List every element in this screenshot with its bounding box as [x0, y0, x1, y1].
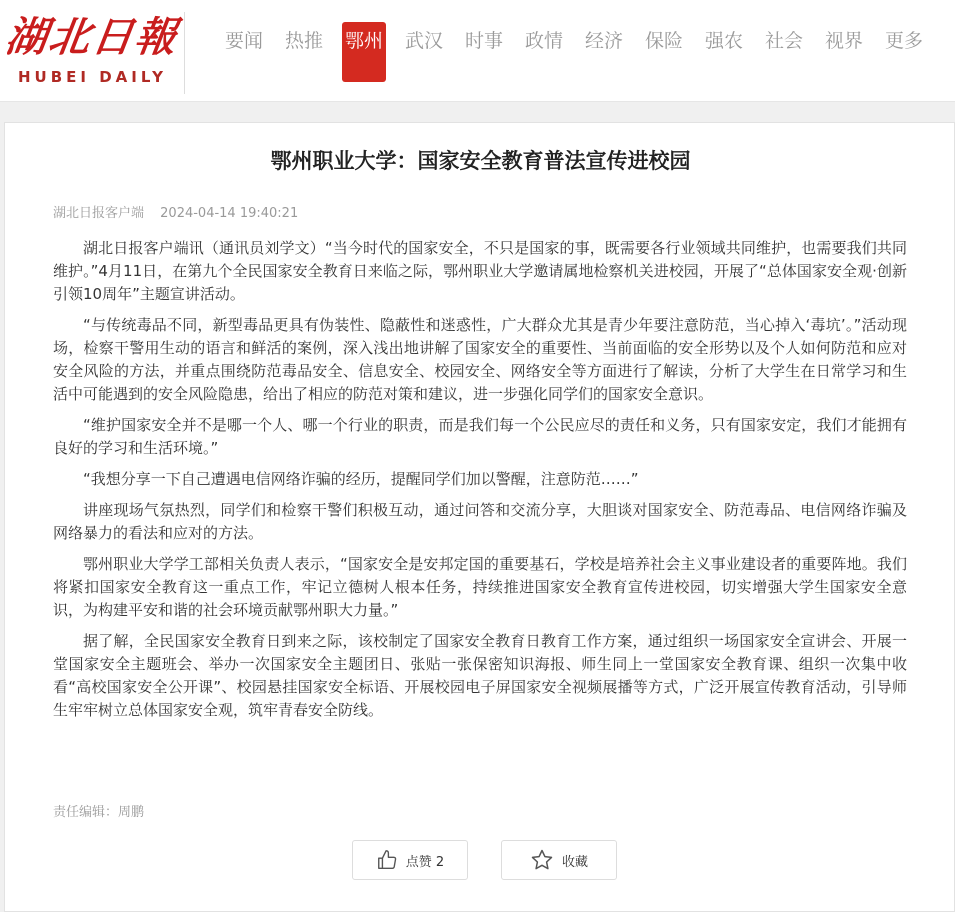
paragraph: 讲座现场气氛热烈，同学们和检察干警们积极互动，通过问答和交流分享，大胆谈对国家安全、防范毒品、电信网络诈骗及网络暴力的看法和应对的方法。	[53, 501, 907, 542]
article-datetime: 2024-04-14 19:40:21	[160, 206, 299, 221]
site-header	[0, 0, 955, 102]
nav-label: 保险	[644, 30, 683, 52]
nav-label: 时事	[464, 30, 503, 52]
nav-label: 社会	[764, 30, 803, 52]
nav-label: 强农	[704, 30, 743, 52]
like-label: 点赞 2	[405, 854, 445, 870]
nav-label: 更多	[884, 30, 923, 52]
nav-item-10[interactable]	[822, 22, 866, 82]
header-divider	[184, 12, 185, 94]
nav-label: 热推	[284, 30, 323, 52]
article-body	[53, 237, 907, 730]
article-actions	[5, 840, 955, 880]
article-card	[4, 122, 955, 912]
like-button[interactable]	[352, 840, 468, 880]
nav-label: 武汉	[404, 30, 443, 52]
nav-item-5[interactable]	[522, 22, 566, 82]
logo-chinese: 湖北日報	[2, 13, 182, 61]
nav-item-8[interactable]	[702, 22, 746, 82]
article-source: 湖北日报客户端	[53, 206, 145, 221]
star-icon	[530, 848, 554, 872]
nav-item-2[interactable]	[342, 22, 386, 82]
nav-label: 鄂州	[344, 30, 383, 52]
nav-item-1[interactable]	[282, 22, 326, 82]
paragraph: “维护国家安全并不是哪一个人、哪一个行业的职责，而是我们每一个公民应尽的责任和义务，只有国家安定，我们才能拥有良好的学习和生活环境。”	[53, 416, 907, 457]
article-title: 鄂州职业大学：国家安全教育普法宣传进校园	[270, 149, 691, 173]
article-editor: 责任编辑：周鹏	[53, 805, 145, 820]
nav-item-6[interactable]	[582, 22, 626, 82]
logo-english: HUBEI DAILY	[18, 68, 167, 86]
nav-item-7[interactable]	[642, 22, 686, 82]
nav-item-9[interactable]	[762, 22, 806, 82]
nav-item-0[interactable]	[222, 22, 266, 82]
paragraph: 湖北日报客户端讯（通讯员刘学文）“当今时代的国家安全，不只是国家的事，既需要各行业领域共同维护，也需要我们共同维护。”4月11日，在第九个全民国家安全教育日来临之际，鄂州职业大学邀请属地检察机关进校园，开展了“总体国家安全观·创新引领10周年”主题宣讲活动。	[53, 239, 907, 303]
nav-label: 视界	[824, 30, 863, 52]
paragraph: 鄂州职业大学学工部相关负责人表示，“国家安全是安邦定国的重要基石，学校是培养社会主义事业建设者的重要阵地。我们将紧扣国家安全教育这一重点工作，牢记立德树人根本任务，持续推进国家安全教育宣传进校园，切实增强大学生国家安全意识，为构建平安和谐的社会环境贡献鄂州职大力量。”	[53, 555, 907, 619]
paragraph: 据了解，全民国家安全教育日到来之际，该校制定了国家安全教育日教育工作方案，通过组织一场国家安全宣讲会、开展一堂国家安全主题班会、举办一次国家安全主题团日、张贴一张保密知识海报、师生同上一堂国家安全教育课、组织一次集中收看“高校国家安全公开课”、校园悬挂国家安全标语、开展校园电子屏国家安全视频展播等方式，广泛开展宣传教育活动，引导师生牢牢树立总体国家安全观，筑牢青春安全防线。	[53, 632, 907, 719]
article-meta	[53, 202, 298, 221]
paragraph: “与传统毒品不同，新型毒品更具有伪装性、隐蔽性和迷惑性，广大群众尤其是青少年要注意防范，当心掉入‘毒坑’。”活动现场，检察干警用生动的语言和鲜活的案例，深入浅出地讲解了国家安全的重要性、当前面临的安全形势以及个人如何防范和应对安全风险的方法，并重点围绕防范毒品安全、信息安全、校园安全、网络安全等方面进行了解读，分析了大学生在日常学习和生活中可能遇到的安全风险隐患，给出了相应的防范对策和建议，进一步强化同学们的国家安全意识。	[53, 316, 907, 403]
nav-item-11[interactable]	[882, 22, 926, 82]
nav-label: 政情	[524, 30, 563, 52]
nav-label: 经济	[584, 30, 623, 52]
favorite-button[interactable]	[501, 840, 617, 880]
nav-label: 要闻	[224, 30, 263, 52]
thumbs-up-icon	[376, 849, 398, 871]
favorite-label: 收藏	[561, 854, 588, 870]
nav-item-3[interactable]	[402, 22, 446, 82]
paragraph: “我想分享一下自己遭遇电信网络诈骗的经历，提醒同学们加以警醒，注意防范……”	[83, 470, 639, 488]
nav-item-4[interactable]	[462, 22, 506, 82]
hubei-daily-logo[interactable]	[2, 12, 182, 92]
